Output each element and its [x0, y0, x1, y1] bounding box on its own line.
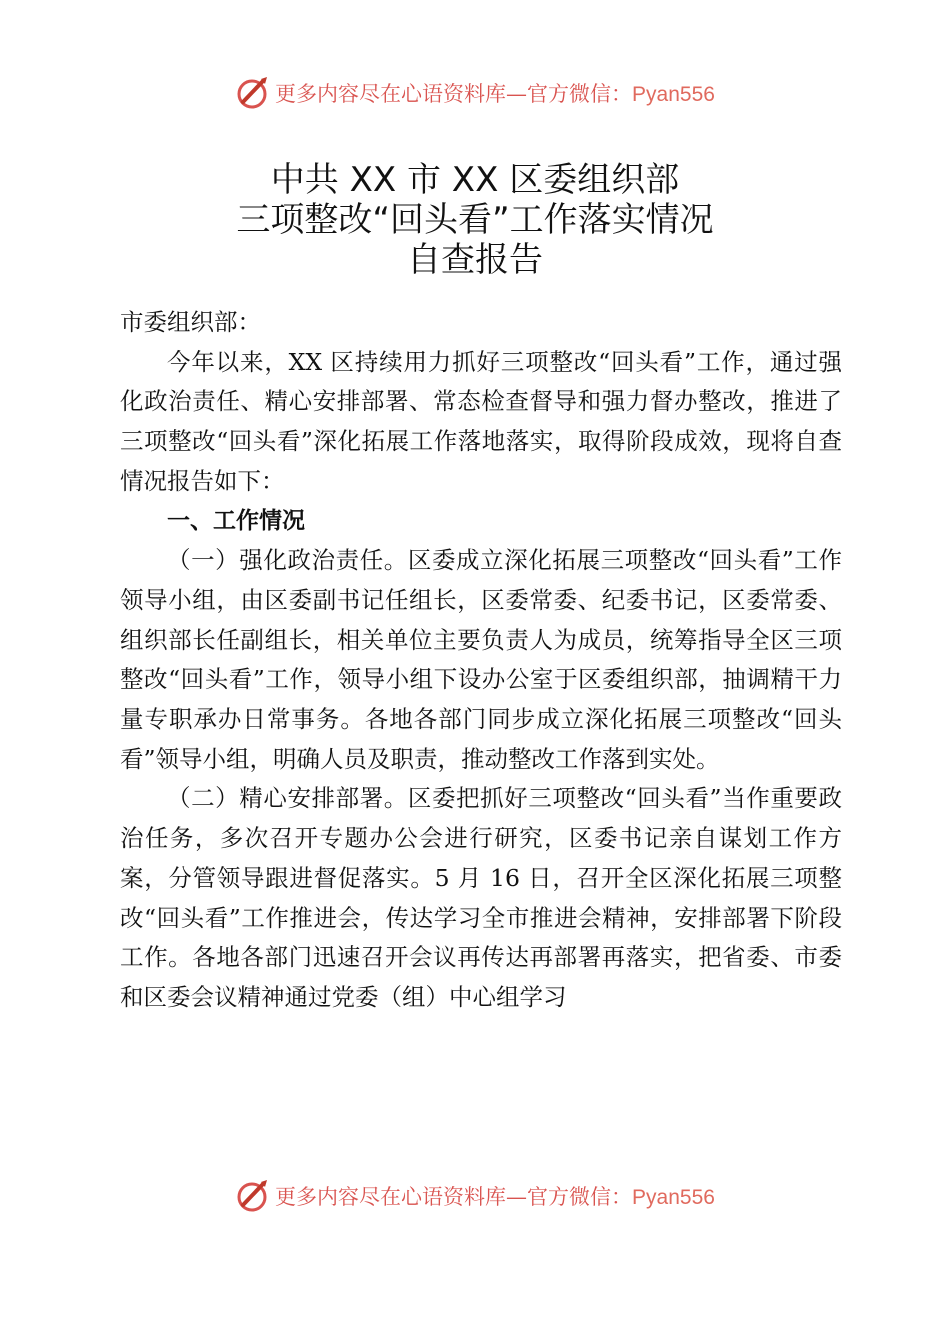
watermark-text: 更多内容尽在心语资料库—官方微信：Pyan556 — [275, 1185, 715, 1209]
document-body — [120, 303, 842, 1018]
watermark-text: 更多内容尽在心语资料库—官方微信：Pyan556 — [275, 82, 715, 106]
document-title — [0, 160, 950, 280]
section-heading: 一、工作情况 — [167, 507, 305, 534]
title-line-1: 中共 XX 市 XX 区委组织部 — [270, 160, 680, 200]
pen-seal-icon — [235, 1178, 271, 1214]
title-line-2: 三项整改“回头看”工作落实情况 — [236, 200, 714, 240]
paragraph-1: （一）强化政治责任。区委成立深化拓展三项整改“回头看”工作领导小组，由区委副书记任组长，区委常委、纪委书记，区委常委、组织部长任副组长，相关单位主要负责人为成员，统筹指导全区三项整改“回头看”工作，领导小组下设办公室于区委组织部，抽调精干力量专职承办日常事务。各地各部门同步成立深化拓展三项整改“回头看”领导小组，明确人员及职责，推动整改工作落到实处。 — [120, 546, 842, 773]
salutation: 市委组织部： — [120, 308, 261, 336]
watermark-footer — [0, 1176, 950, 1216]
pen-seal-icon — [235, 75, 271, 111]
title-line-3: 自查报告 — [407, 240, 543, 280]
watermark-header — [0, 73, 950, 113]
paragraph-2: （二）精心安排部署。区委把抓好三项整改“回头看”当作重要政治任务，多次召开专题办公会进行研究，区委书记亲自谋划工作方案，分管领导跟进督促落实。5 月 16 日，召开全区深化拓展三项整改“回头看”工作推进会，传达学习全市推进会精神，安排部署下阶段工作。各地各部门迅速召开会议再传达再部署再落实，把省委、市委和区委会议精神通过党委（组）中心组学习 — [120, 784, 842, 1011]
intro-paragraph: 今年以来，XX 区持续用力抓好三项整改“回头看”工作，通过强化政治责任、精心安排部署、常态检查督导和强力督办整改，推进了三项整改“回头看”深化拓展工作落地落实，取得阶段成效，现将自查情况报告如下： — [120, 347, 842, 495]
